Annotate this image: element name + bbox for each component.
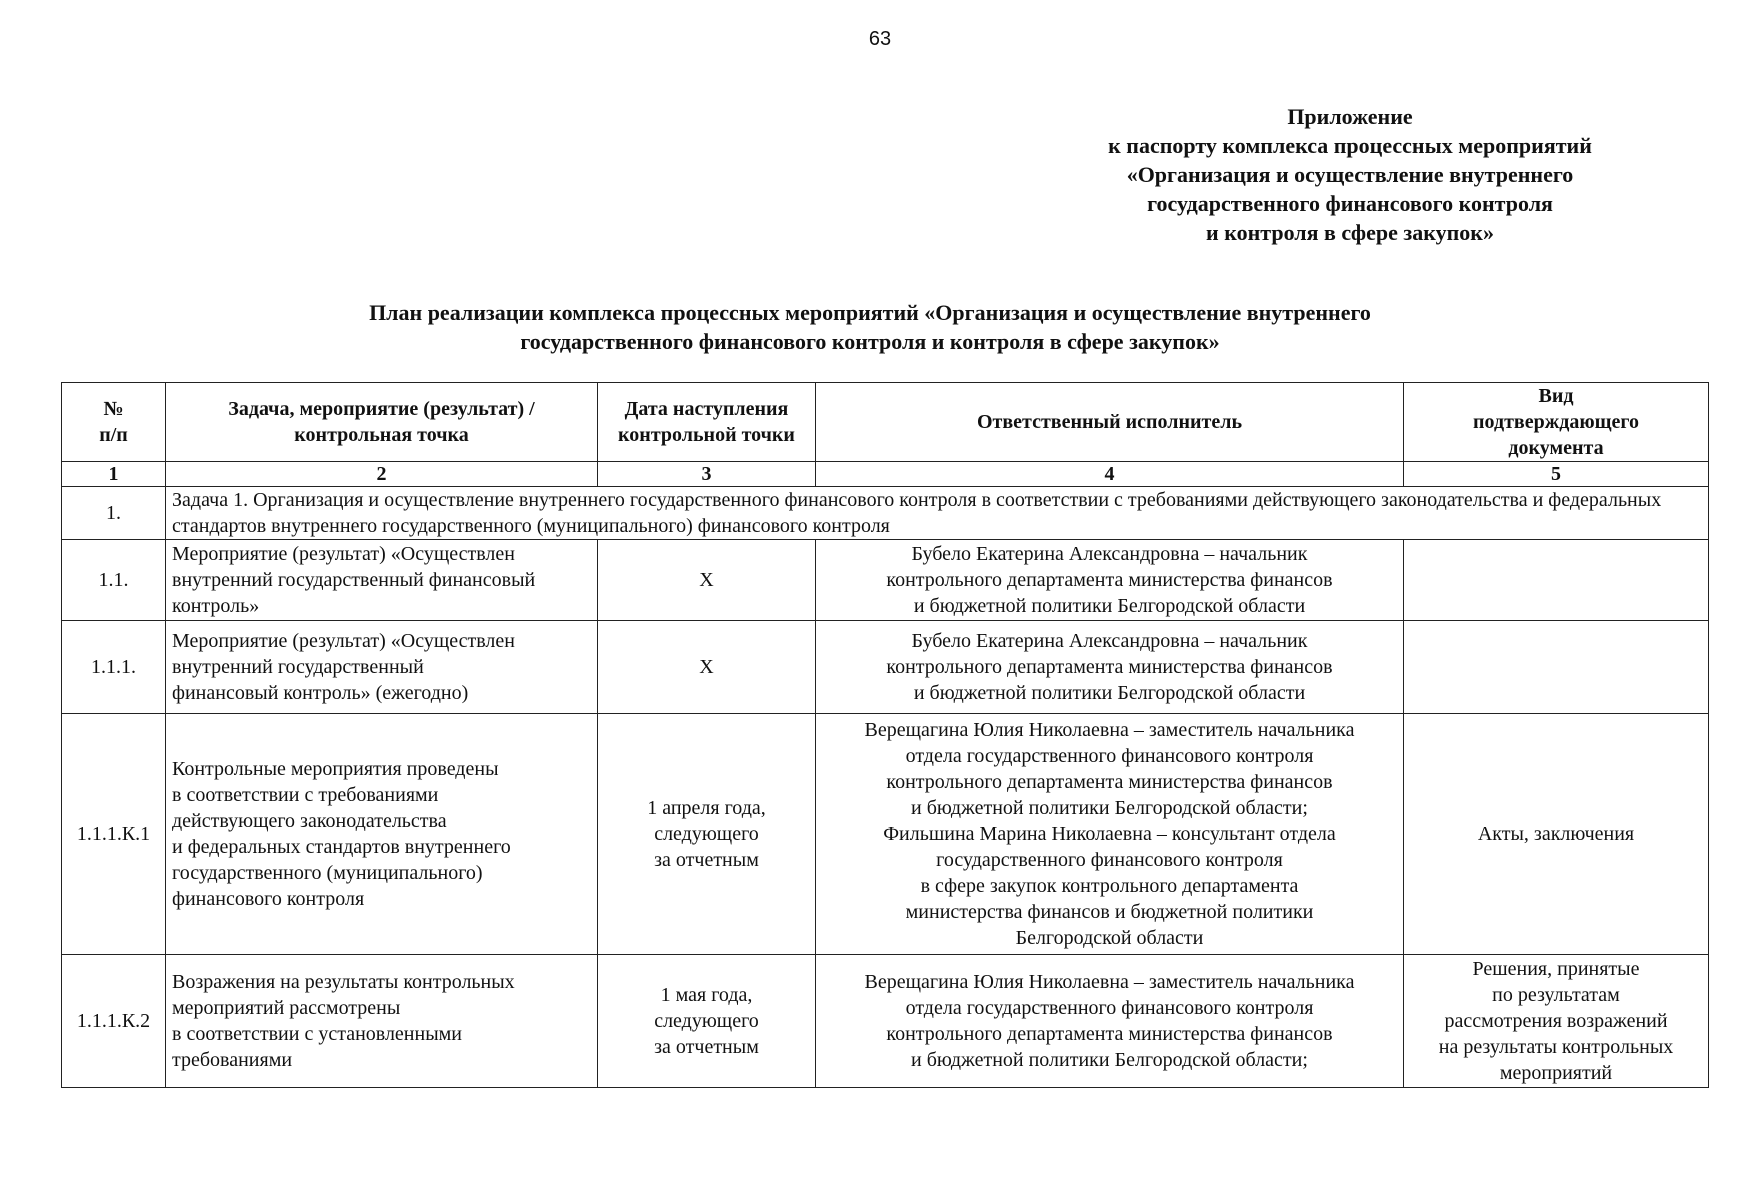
row-executor-line: и бюджетной политики Белгородской области;: [911, 1049, 1308, 1071]
task-row-text: Задача 1. Организация и осуществление внутреннего государственного финансового контроля в соответствии с требованиями действующего законодательства и федеральных стандартов внутреннего государственного (муниципального) финансового контроля: [166, 487, 1709, 540]
row-task-line: финансовый контроль» (ежегодно): [172, 682, 469, 704]
row-doc: [1404, 540, 1709, 621]
header-date-line: Дата наступления: [624, 398, 789, 420]
row-date-line: за отчетным: [654, 849, 759, 871]
row-task-line: Мероприятие (результат) «Осуществлен: [172, 630, 515, 652]
row-date-line: 1 мая года,: [660, 984, 753, 1006]
task-row: [62, 487, 1709, 540]
row-doc: [1404, 714, 1709, 955]
row-executor-line: министерства финансов и бюджетной политики: [905, 901, 1314, 923]
header-num: [62, 383, 166, 462]
header-task: [166, 383, 598, 462]
column-number-row: [62, 462, 1709, 487]
header-doc-line: подтверждающего: [1473, 411, 1639, 433]
plan-title: [200, 298, 1540, 356]
appendix-line: Приложение: [1287, 104, 1413, 129]
row-task-line: в соответствии с требованиями: [172, 784, 439, 806]
row-doc-line: по результатам: [1492, 984, 1620, 1006]
row-task-line: Мероприятие (результат) «Осуществлен: [172, 543, 515, 565]
row-doc-line: рассмотрения возражений: [1444, 1010, 1668, 1032]
row-executor-line: государственного финансового контроля: [936, 849, 1283, 871]
row-num: 1.1.1.К.2: [62, 955, 166, 1088]
table-row: [62, 621, 1709, 714]
header-date-line: контрольной точки: [618, 424, 795, 446]
row-task-line: финансового контроля: [172, 888, 365, 910]
column-number: 2: [166, 462, 598, 487]
row-executor-line: Верещагина Юлия Николаевна – заместитель начальника: [864, 971, 1355, 993]
column-number: 5: [1404, 462, 1709, 487]
header-num-line: п/п: [99, 424, 128, 446]
row-doc: [1404, 955, 1709, 1088]
header-doc-line: документа: [1508, 437, 1604, 459]
row-task-line: внутренний государственный: [172, 656, 424, 678]
row-executor: [816, 540, 1404, 621]
row-executor: [816, 714, 1404, 955]
row-doc-line: Решения, принятые: [1472, 958, 1640, 980]
plan-title-line: государственного финансового контроля и контроля в сфере закупок»: [520, 329, 1220, 354]
row-task-line: мероприятий рассмотрены: [172, 997, 401, 1019]
task-row-num: 1.: [62, 487, 166, 540]
header-doc-line: Вид: [1538, 385, 1574, 407]
row-executor-line: Бубело Екатерина Александровна – начальник: [911, 630, 1308, 652]
row-executor-line: в сфере закупок контрольного департамента: [920, 875, 1299, 897]
row-num: 1.1.1.К.1: [62, 714, 166, 955]
row-executor-line: контрольного департамента министерства финансов: [886, 569, 1333, 591]
page-number: 63: [868, 28, 892, 50]
row-date-line: следующего: [654, 823, 759, 845]
appendix-line: к паспорту комплекса процессных мероприятий: [1108, 133, 1592, 158]
row-task-line: действующего законодательства: [172, 810, 447, 832]
row-doc-line: Акты, заключения: [1477, 823, 1635, 845]
row-executor-line: и бюджетной политики Белгородской области: [913, 595, 1306, 617]
appendix-heading: [1050, 102, 1650, 247]
column-number: 4: [816, 462, 1404, 487]
row-date-line: 1 апреля года,: [647, 797, 766, 819]
row-date-line: следующего: [654, 1010, 759, 1032]
row-task: [166, 955, 598, 1088]
row-task-line: Контрольные мероприятия проведены: [172, 758, 499, 780]
row-executor-line: и бюджетной политики Белгородской области;: [911, 797, 1308, 819]
row-task: [166, 714, 598, 955]
row-task: [166, 540, 598, 621]
row-task-line: контроль»: [172, 595, 260, 617]
row-date-line: Х: [699, 569, 714, 591]
header-num-line: №: [103, 398, 124, 420]
row-executor-line: Фильшина Марина Николаевна – консультант отдела: [883, 823, 1336, 845]
appendix-line: «Организация и осуществление внутреннего: [1126, 162, 1574, 187]
appendix-line: и контроля в сфере закупок»: [1206, 220, 1494, 245]
row-executor-line: Белгородской области: [1015, 927, 1204, 949]
table-row: [62, 714, 1709, 955]
row-task-line: Возражения на результаты контрольных: [172, 971, 515, 993]
row-num: 1.1.: [62, 540, 166, 621]
row-num: 1.1.1.: [62, 621, 166, 714]
plan-table: [61, 382, 1709, 1088]
table-row: [62, 955, 1709, 1088]
row-task: [166, 621, 598, 714]
row-executor-line: контрольного департамента министерства финансов: [886, 656, 1333, 678]
row-task-line: и федеральных стандартов внутреннего: [172, 836, 511, 858]
row-executor-line: контрольного департамента министерства финансов: [886, 771, 1333, 793]
row-task-line: внутренний государственный финансовый: [172, 569, 536, 591]
row-executor-line: отдела государственного финансового контроля: [905, 997, 1314, 1019]
plan-title-line: План реализации комплекса процессных мероприятий «Организация и осуществление внутреннего: [369, 300, 1371, 325]
row-executor: [816, 621, 1404, 714]
table-row: [62, 540, 1709, 621]
header-date: [598, 383, 816, 462]
header-row: [62, 383, 1709, 462]
header-task-line: контрольная точка: [294, 424, 469, 446]
row-date: [598, 540, 816, 621]
row-date-line: Х: [699, 656, 714, 678]
column-number: 3: [598, 462, 816, 487]
row-executor-line: контрольного департамента министерства финансов: [886, 1023, 1333, 1045]
row-doc-line: мероприятий: [1499, 1062, 1613, 1084]
header-executor: Ответственный исполнитель: [816, 383, 1404, 462]
row-executor-line: Верещагина Юлия Николаевна – заместитель начальника: [864, 719, 1355, 741]
row-task-line: требованиями: [172, 1049, 293, 1071]
header-doc: [1404, 383, 1709, 462]
appendix-line: государственного финансового контроля: [1147, 191, 1553, 216]
row-executor-line: отдела государственного финансового контроля: [905, 745, 1314, 767]
row-executor-line: Бубело Екатерина Александровна – начальник: [911, 543, 1308, 565]
row-task-line: в соответствии с установленными: [172, 1023, 463, 1045]
row-date-line: за отчетным: [654, 1036, 759, 1058]
row-doc: [1404, 621, 1709, 714]
row-task-line: государственного (муниципального): [172, 862, 483, 884]
row-date: [598, 621, 816, 714]
row-doc-line: на результаты контрольных: [1438, 1036, 1674, 1058]
row-executor: [816, 955, 1404, 1088]
column-number: 1: [62, 462, 166, 487]
row-date: [598, 714, 816, 955]
row-executor-line: и бюджетной политики Белгородской области: [913, 682, 1306, 704]
header-task-line: Задача, мероприятие (результат) /: [228, 398, 535, 420]
row-date: [598, 955, 816, 1088]
